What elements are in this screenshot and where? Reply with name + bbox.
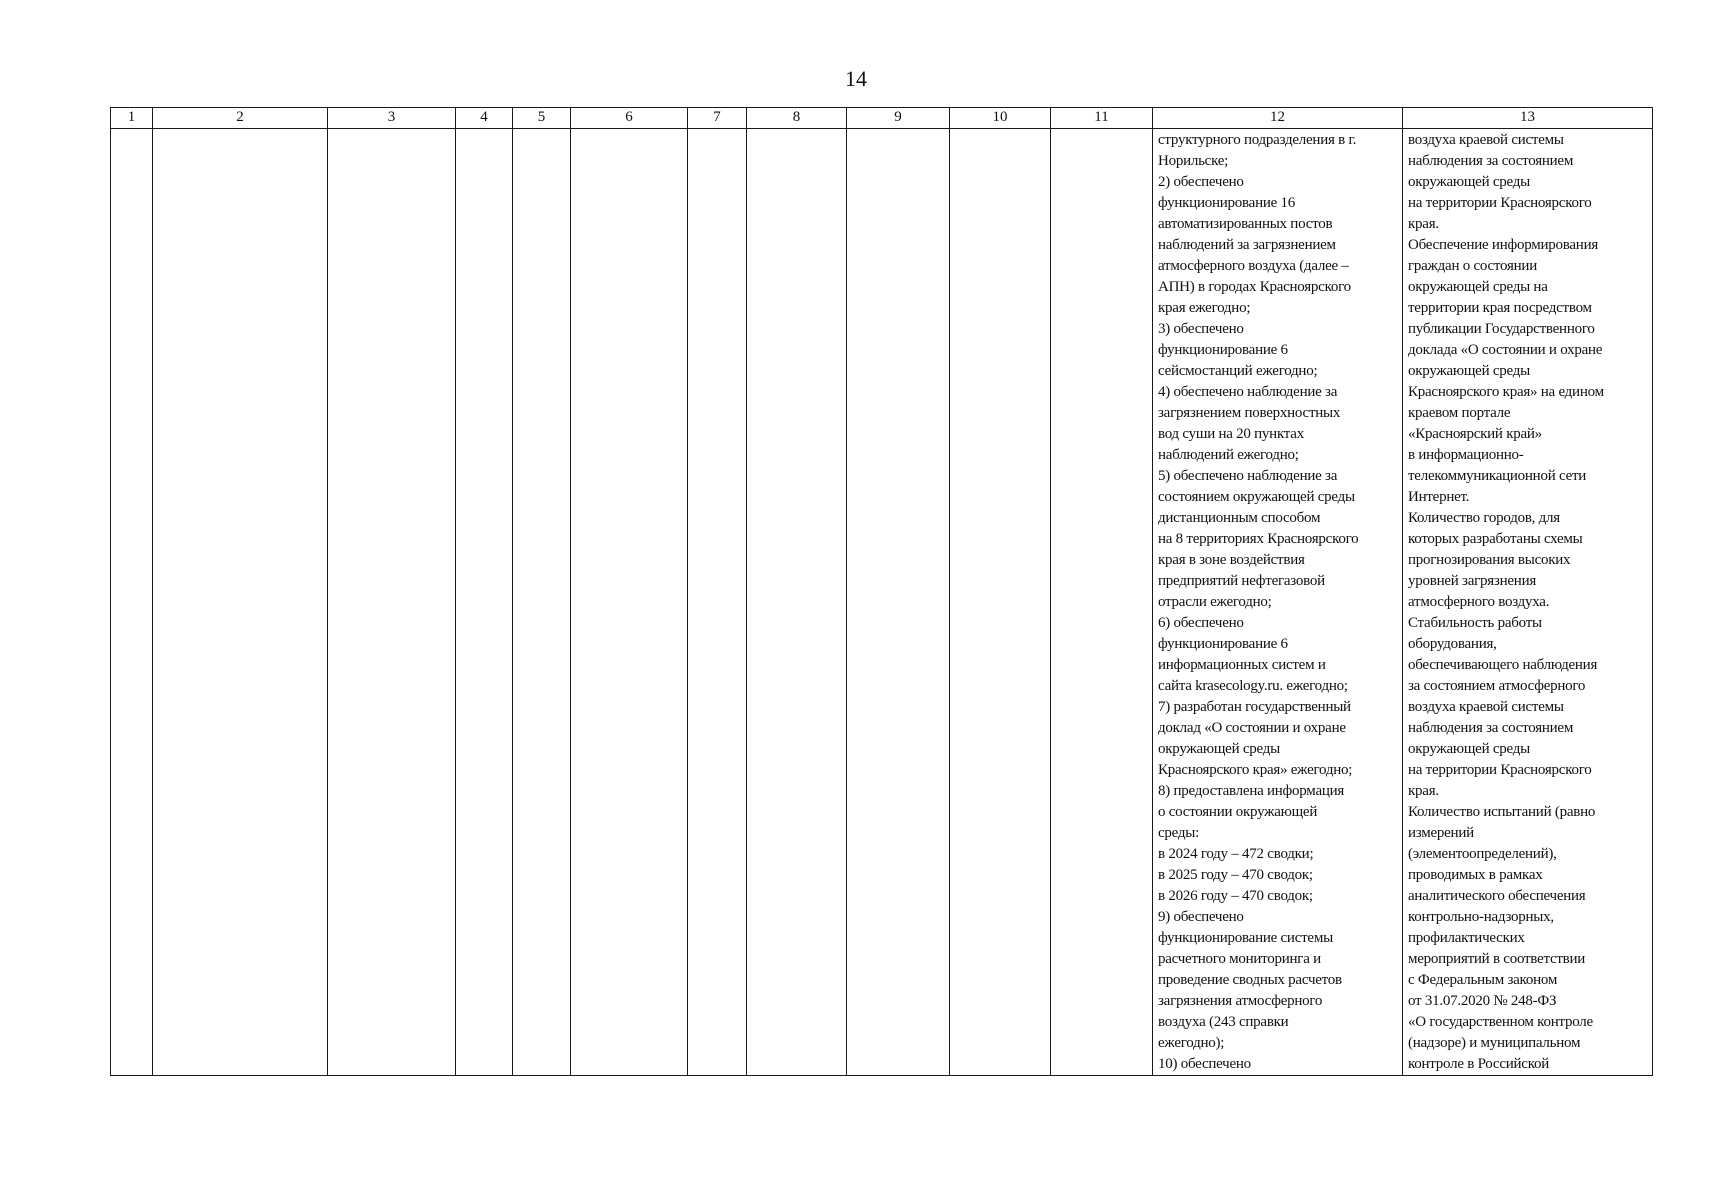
text-line: от 31.07.2020 № 248-ФЗ xyxy=(1408,993,1557,1009)
cell-col-5 xyxy=(513,129,571,1076)
text-line: функционирование системы xyxy=(1158,930,1333,946)
text-line: атмосферного воздуха (далее – xyxy=(1158,258,1349,274)
cell-col-6 xyxy=(571,129,688,1076)
column-header-10: 10 xyxy=(950,108,1051,129)
text-line: края ежегодно; xyxy=(1158,300,1251,316)
text-line: АПН) в городах Красноярского xyxy=(1158,279,1351,295)
text-line: граждан о состоянии xyxy=(1408,258,1537,274)
column-header-7: 7 xyxy=(688,108,747,129)
text-line: ежегодно); xyxy=(1158,1035,1225,1051)
table-header-row xyxy=(111,108,1653,129)
column-header-8: 8 xyxy=(747,108,847,129)
text-line: автоматизированных постов xyxy=(1158,216,1333,232)
cell-col-3 xyxy=(328,129,456,1076)
text-line: профилактических xyxy=(1408,930,1525,946)
text-line: обеспечивающего наблюдения xyxy=(1408,657,1598,673)
col12-text xyxy=(1153,129,1402,1075)
text-line: расчетного мониторинга и xyxy=(1158,951,1321,967)
column-header-13: 13 xyxy=(1403,108,1653,129)
column-header-5: 5 xyxy=(513,108,571,129)
page-number: 14 xyxy=(845,66,867,91)
text-line: 3) обеспечено xyxy=(1158,321,1244,337)
table-row xyxy=(111,129,1653,1076)
text-line: окружающей среды xyxy=(1408,741,1530,757)
text-line: Стабильность работы xyxy=(1408,615,1542,631)
text-line: Обеспечение информирования xyxy=(1408,237,1598,253)
text-line: наблюдений ежегодно; xyxy=(1158,447,1299,463)
cell-col-13 xyxy=(1403,129,1653,1076)
text-line: доклад «О состоянии и охране xyxy=(1158,720,1346,736)
text-line: сайта krasecology.ru. ежегодно; xyxy=(1158,678,1348,694)
text-line: уровней загрязнения xyxy=(1408,573,1536,589)
column-header-1: 1 xyxy=(111,108,153,129)
text-line: контроле в Российской xyxy=(1408,1056,1549,1072)
cell-col-8 xyxy=(747,129,847,1076)
document-table xyxy=(110,107,1653,1076)
text-line: 2) обеспечено xyxy=(1158,174,1244,190)
text-line: среды: xyxy=(1158,825,1199,841)
column-header-11: 11 xyxy=(1051,108,1153,129)
text-line: Красноярского края» на едином xyxy=(1408,384,1604,400)
column-header-3: 3 xyxy=(328,108,456,129)
text-line: телекоммуникационной сети xyxy=(1408,468,1587,484)
text-line: вод суши на 20 пунктах xyxy=(1158,426,1304,442)
text-line: Количество городов, для xyxy=(1408,510,1560,526)
text-line: края. xyxy=(1408,783,1439,799)
text-line: 7) разработан государственный xyxy=(1158,699,1351,715)
text-line: Интернет. xyxy=(1408,489,1470,505)
text-line: прогнозирования высоких xyxy=(1408,552,1571,568)
text-line: 6) обеспечено xyxy=(1158,615,1244,631)
text-line: 10) обеспечено xyxy=(1158,1056,1251,1072)
text-line: «Красноярский край» xyxy=(1408,426,1542,442)
text-line: предприятий нефтегазовой xyxy=(1158,573,1325,589)
text-line: 9) обеспечено xyxy=(1158,909,1244,925)
text-line: атмосферного воздуха. xyxy=(1408,594,1550,610)
text-line: загрязнением поверхностных xyxy=(1158,405,1341,421)
text-line: воздуха краевой системы xyxy=(1408,699,1564,715)
text-line: на территории Красноярского xyxy=(1408,762,1592,778)
text-line: контрольно-надзорных, xyxy=(1408,909,1554,925)
text-line: дистанционным способом xyxy=(1158,510,1321,526)
text-line: публикации Государственного xyxy=(1408,321,1595,337)
text-line: окружающей среды xyxy=(1158,741,1280,757)
text-line: на территории Красноярского xyxy=(1408,195,1592,211)
text-line: окружающей среды xyxy=(1408,363,1530,379)
cell-col-7 xyxy=(688,129,747,1076)
text-line: территории края посредством xyxy=(1408,300,1592,316)
text-line: (элементоопределений), xyxy=(1408,846,1557,862)
text-line: наблюдений за загрязнением xyxy=(1158,237,1336,253)
text-line: в 2025 году – 470 сводок; xyxy=(1158,867,1313,883)
text-line: в 2024 году – 472 сводки; xyxy=(1158,846,1314,862)
text-line: загрязнения атмосферного xyxy=(1158,993,1323,1009)
text-line: за состоянием атмосферного xyxy=(1408,678,1586,694)
text-line: «О государственном контроле xyxy=(1408,1014,1593,1030)
column-header-12: 12 xyxy=(1153,108,1403,129)
text-line: информационных систем и xyxy=(1158,657,1326,673)
text-line: сейсмостанций ежегодно; xyxy=(1158,363,1318,379)
column-header-2: 2 xyxy=(153,108,328,129)
text-line: состоянием окружающей среды xyxy=(1158,489,1355,505)
text-line: доклада «О состоянии и охране xyxy=(1408,342,1603,358)
text-line: края. xyxy=(1408,216,1439,232)
text-line: о состоянии окружающей xyxy=(1158,804,1318,820)
text-line: 8) предоставлена информация xyxy=(1158,783,1345,799)
text-line: аналитического обеспечения xyxy=(1408,888,1586,904)
text-line: в 2026 году – 470 сводок; xyxy=(1158,888,1313,904)
text-line: измерений xyxy=(1408,825,1474,841)
text-line: Количество испытаний (равно xyxy=(1408,804,1596,820)
text-line: Норильске; xyxy=(1158,153,1229,169)
text-line: отрасли ежегодно; xyxy=(1158,594,1272,610)
cell-col-11 xyxy=(1051,129,1153,1076)
column-header-9: 9 xyxy=(847,108,950,129)
text-line: оборудования, xyxy=(1408,636,1497,652)
text-line: структурного подразделения в г. xyxy=(1158,132,1357,148)
cell-col-10 xyxy=(950,129,1051,1076)
text-line: Красноярского края» ежегодно; xyxy=(1158,762,1353,778)
column-header-6: 6 xyxy=(571,108,688,129)
text-line: окружающей среды на xyxy=(1408,279,1548,295)
text-line: 4) обеспечено наблюдение за xyxy=(1158,384,1338,400)
text-line: окружающей среды xyxy=(1408,174,1530,190)
text-line: функционирование 6 xyxy=(1158,636,1288,652)
text-line: воздуха (243 справки xyxy=(1158,1014,1289,1030)
text-line: мероприятий в соответствии xyxy=(1408,951,1586,967)
text-line: края в зоне воздействия xyxy=(1158,552,1305,568)
cell-col-9 xyxy=(847,129,950,1076)
text-line: (надзоре) и муниципальном xyxy=(1408,1035,1581,1051)
column-header-4: 4 xyxy=(456,108,513,129)
text-line: проводимых в рамках xyxy=(1408,867,1543,883)
text-line: краевом портале xyxy=(1408,405,1511,421)
col13-text xyxy=(1403,129,1652,1075)
cell-col-1 xyxy=(111,129,153,1076)
text-line: функционирование 16 xyxy=(1158,195,1296,211)
text-line: наблюдения за состоянием xyxy=(1408,153,1574,169)
text-line: с Федеральным законом xyxy=(1408,972,1558,988)
text-line: воздуха краевой системы xyxy=(1408,132,1564,148)
text-line: на 8 территориях Красноярского xyxy=(1158,531,1359,547)
text-line: функционирование 6 xyxy=(1158,342,1288,358)
text-line: которых разработаны схемы xyxy=(1408,531,1583,547)
cell-col-4 xyxy=(456,129,513,1076)
text-line: проведение сводных расчетов xyxy=(1158,972,1342,988)
cell-col-12 xyxy=(1153,129,1403,1076)
text-line: 5) обеспечено наблюдение за xyxy=(1158,468,1338,484)
text-line: в информационно- xyxy=(1408,447,1524,463)
text-line: наблюдения за состоянием xyxy=(1408,720,1574,736)
cell-col-2 xyxy=(153,129,328,1076)
